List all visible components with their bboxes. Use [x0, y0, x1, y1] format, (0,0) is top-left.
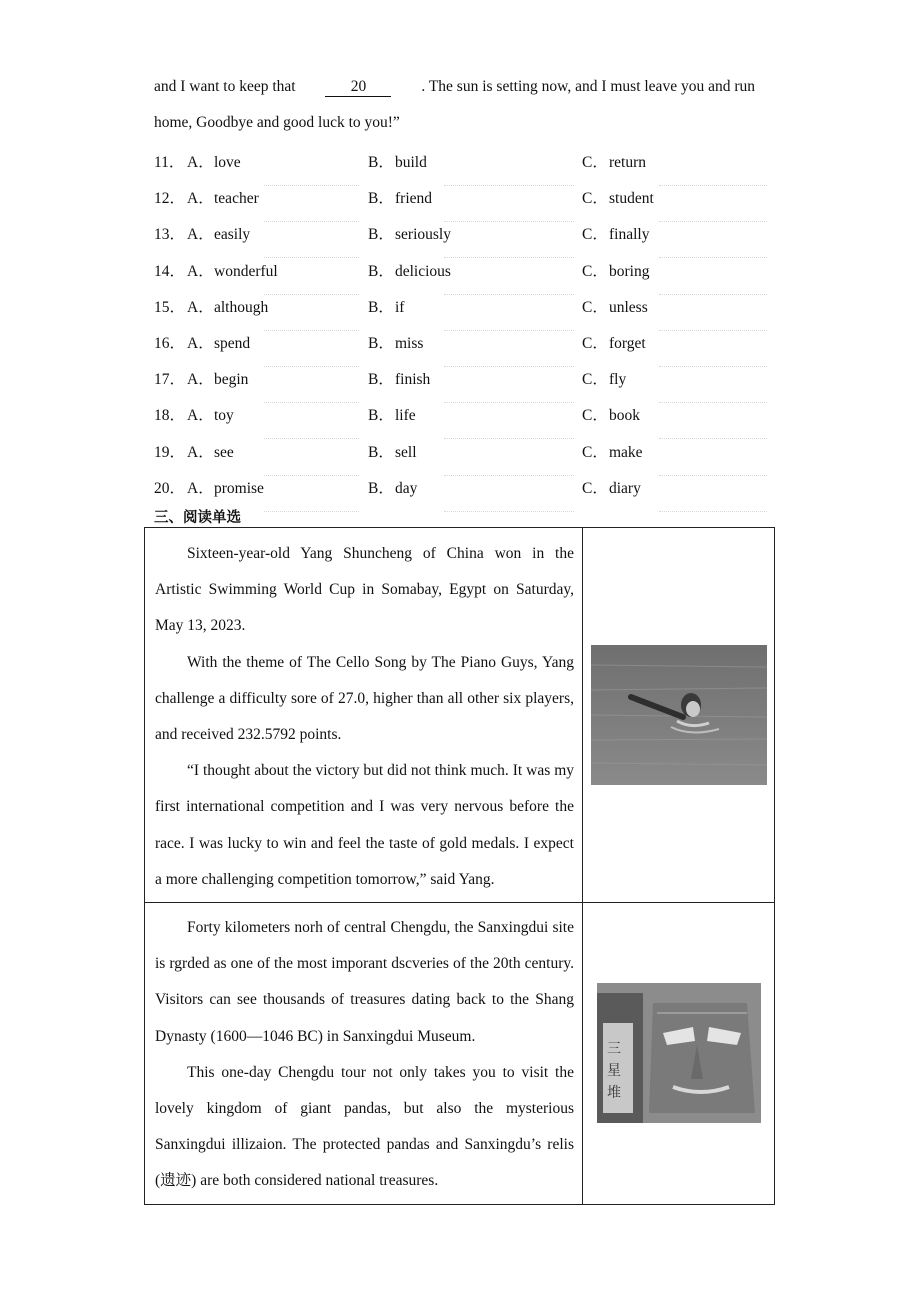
- option-c-text: return: [609, 154, 647, 171]
- option-a[interactable]: [187, 222, 250, 244]
- question-number: 16．: [154, 335, 186, 352]
- option-b[interactable]: [368, 295, 404, 317]
- option-a[interactable]: [187, 186, 259, 208]
- passage-1-text: [155, 536, 574, 898]
- reading-table: [144, 527, 775, 1205]
- sanxingdui-mask-photo: [597, 983, 761, 1123]
- question-number: 13．: [154, 226, 186, 244]
- option-b[interactable]: [368, 403, 416, 425]
- cloze-paragraph-line-2: home, Goodbye and good luck to you!”: [154, 114, 400, 131]
- option-a-letter: A．: [187, 335, 214, 352]
- question-number: 11．: [154, 154, 185, 171]
- option-b[interactable]: [368, 331, 423, 353]
- option-c-letter: C．: [582, 479, 608, 497]
- option-a[interactable]: [187, 440, 234, 462]
- question-number: 19．: [154, 443, 186, 461]
- option-a-text: easily: [214, 226, 251, 244]
- question-row: [154, 331, 768, 367]
- option-b-letter: B．: [368, 407, 394, 425]
- option-a-letter: A．: [187, 262, 214, 280]
- option-a-text: love: [214, 154, 241, 171]
- option-c[interactable]: [582, 403, 640, 425]
- passage-paragraph: Sixteen-year-old Yang Shuncheng of China won in the Artistic Swimming World Cup in Somabay, Egypt on Saturday, May 13, 2023.: [155, 545, 574, 635]
- svg-text:三: 三: [607, 1041, 621, 1057]
- option-a-text: although: [214, 298, 269, 316]
- question-row: [154, 440, 768, 476]
- option-b-letter: B．: [368, 443, 394, 461]
- option-b-text: day: [395, 479, 418, 497]
- question-row: [154, 403, 768, 439]
- option-c-letter: C．: [582, 190, 608, 208]
- option-c-text: finally: [609, 226, 650, 244]
- option-a-text: see: [214, 443, 234, 461]
- option-c-letter: C．: [582, 407, 608, 425]
- option-a-letter: A．: [187, 371, 214, 389]
- option-b-text: life: [395, 407, 416, 425]
- option-a[interactable]: [187, 259, 278, 281]
- option-a-letter: A．: [187, 226, 214, 244]
- option-c-letter: C．: [582, 154, 608, 171]
- question-row: [154, 150, 768, 186]
- option-c-letter: C．: [582, 262, 608, 280]
- option-c-text: boring: [609, 262, 650, 280]
- option-a-text: begin: [214, 371, 249, 389]
- cloze-blank-20: 20: [325, 78, 391, 97]
- option-a[interactable]: [187, 331, 250, 353]
- option-a[interactable]: [187, 150, 241, 172]
- option-c-letter: C．: [582, 226, 608, 244]
- question-number: 18．: [154, 407, 186, 425]
- option-a-text: teacher: [214, 190, 259, 208]
- option-b[interactable]: [368, 440, 417, 462]
- answer-line: [444, 511, 574, 512]
- option-b-letter: B．: [368, 262, 394, 280]
- passage-paragraph: Forty kilometers norh of central Chengdu, the Sanxingdui site is rgrded as one of the most imporant dscveries of the 20th century. Visitors can see thousands of treasures dating back to the Shang Dynasty (1600—1046 BC) in Sanxingdui Museum.: [155, 919, 574, 1045]
- option-a-text: promise: [214, 479, 264, 497]
- svg-text:星: 星: [607, 1063, 621, 1079]
- cloze-text-after: . The sun is setting now, and I must leave you and run: [421, 78, 755, 95]
- option-c[interactable]: [582, 331, 646, 353]
- option-c[interactable]: [582, 222, 649, 244]
- option-b-letter: B．: [368, 226, 394, 244]
- option-a-text: spend: [214, 335, 251, 352]
- option-b-letter: B．: [368, 479, 394, 497]
- option-c-text: book: [609, 407, 640, 425]
- option-a[interactable]: [187, 367, 248, 389]
- swimmer-photo: [591, 645, 767, 785]
- question-number: 17．: [154, 371, 186, 389]
- answer-line: [264, 511, 359, 512]
- option-a-letter: A．: [187, 190, 214, 208]
- question-number: 15．: [154, 298, 186, 316]
- option-c-letter: C．: [582, 371, 608, 389]
- option-a[interactable]: [187, 476, 264, 498]
- section-title: 三、阅读单选: [154, 510, 241, 526]
- option-c[interactable]: [582, 150, 646, 172]
- option-b[interactable]: [368, 476, 417, 498]
- option-b-text: finish: [395, 371, 431, 389]
- question-row: [154, 476, 768, 512]
- option-c-text: diary: [609, 479, 641, 497]
- option-b[interactable]: [368, 222, 451, 244]
- passage-paragraph: This one-day Chengdu tour not only takes you to visit the lovely kingdom of giant pandas, but also the mysterious Sanxingdui illizaion. The protected pandas and Sanxingdu’s relis (遗迹) are both considered national treasures.: [155, 1063, 574, 1190]
- option-c-letter: C．: [582, 443, 608, 461]
- option-c-letter: C．: [582, 298, 608, 316]
- option-b-text: sell: [395, 443, 417, 461]
- option-b-letter: B．: [368, 154, 394, 171]
- cloze-paragraph-line-1: [154, 78, 755, 97]
- question-row: [154, 295, 768, 331]
- option-b-letter: B．: [368, 298, 394, 316]
- option-c[interactable]: [582, 367, 626, 389]
- option-c-text: student: [609, 190, 654, 208]
- option-c-letter: C．: [582, 335, 608, 352]
- question-row: [154, 186, 768, 222]
- option-c-text: make: [609, 443, 643, 461]
- option-a[interactable]: [187, 403, 234, 425]
- option-b-text: friend: [395, 190, 433, 208]
- option-c-text: unless: [609, 298, 648, 316]
- option-c-text: forget: [609, 335, 646, 352]
- option-c[interactable]: [582, 259, 649, 281]
- option-c[interactable]: [582, 476, 641, 498]
- svg-text:堆: 堆: [607, 1085, 621, 1101]
- passage-paragraph: With the theme of The Cello Song by The Piano Guys, Yang challenge a difficulty sore of 27.0, higher than all other six players, and received 232.5792 points.: [155, 653, 574, 744]
- option-a-text: wonderful: [214, 262, 278, 280]
- option-c[interactable]: [582, 186, 654, 208]
- cloze-text-before: and I want to keep that: [154, 78, 296, 95]
- option-b[interactable]: [368, 367, 430, 389]
- question-row: [154, 367, 768, 403]
- question-row: [154, 222, 768, 258]
- passage-paragraph: “I thought about the victory but did not think much. It was my first international competition and I was very nervous before the race. I was lucky to win and feel the taste of gold medals. I expect a more challenging competition tomorrow,” said Yang.: [155, 762, 574, 888]
- option-b-letter: B．: [368, 190, 394, 208]
- option-a-letter: A．: [187, 479, 214, 497]
- option-b-text: miss: [395, 335, 424, 352]
- question-number: 20．: [154, 479, 186, 497]
- option-b-text: seriously: [395, 226, 451, 244]
- option-a-letter: A．: [187, 407, 214, 425]
- passage-2-text: [155, 910, 574, 1200]
- option-b-text: build: [395, 154, 427, 171]
- option-c[interactable]: [582, 440, 643, 462]
- option-b-text: if: [395, 298, 405, 316]
- question-number: 12．: [154, 190, 186, 208]
- question-number: 14．: [154, 262, 186, 280]
- option-b[interactable]: [368, 186, 432, 208]
- option-b-letter: B．: [368, 335, 394, 352]
- option-a[interactable]: [187, 295, 268, 317]
- option-a-letter: A．: [187, 443, 214, 461]
- option-b-text: delicious: [395, 262, 451, 280]
- option-a-letter: A．: [187, 154, 214, 171]
- option-b[interactable]: [368, 259, 451, 281]
- table-row-divider: [145, 902, 774, 903]
- option-c[interactable]: [582, 295, 648, 317]
- option-b-letter: B．: [368, 371, 394, 389]
- question-row: [154, 259, 768, 295]
- option-c-text: fly: [609, 371, 627, 389]
- option-b[interactable]: [368, 150, 427, 172]
- option-a-letter: A．: [187, 298, 214, 316]
- table-column-divider: [582, 528, 583, 1204]
- option-a-text: toy: [214, 407, 234, 425]
- answer-line: [659, 511, 767, 512]
